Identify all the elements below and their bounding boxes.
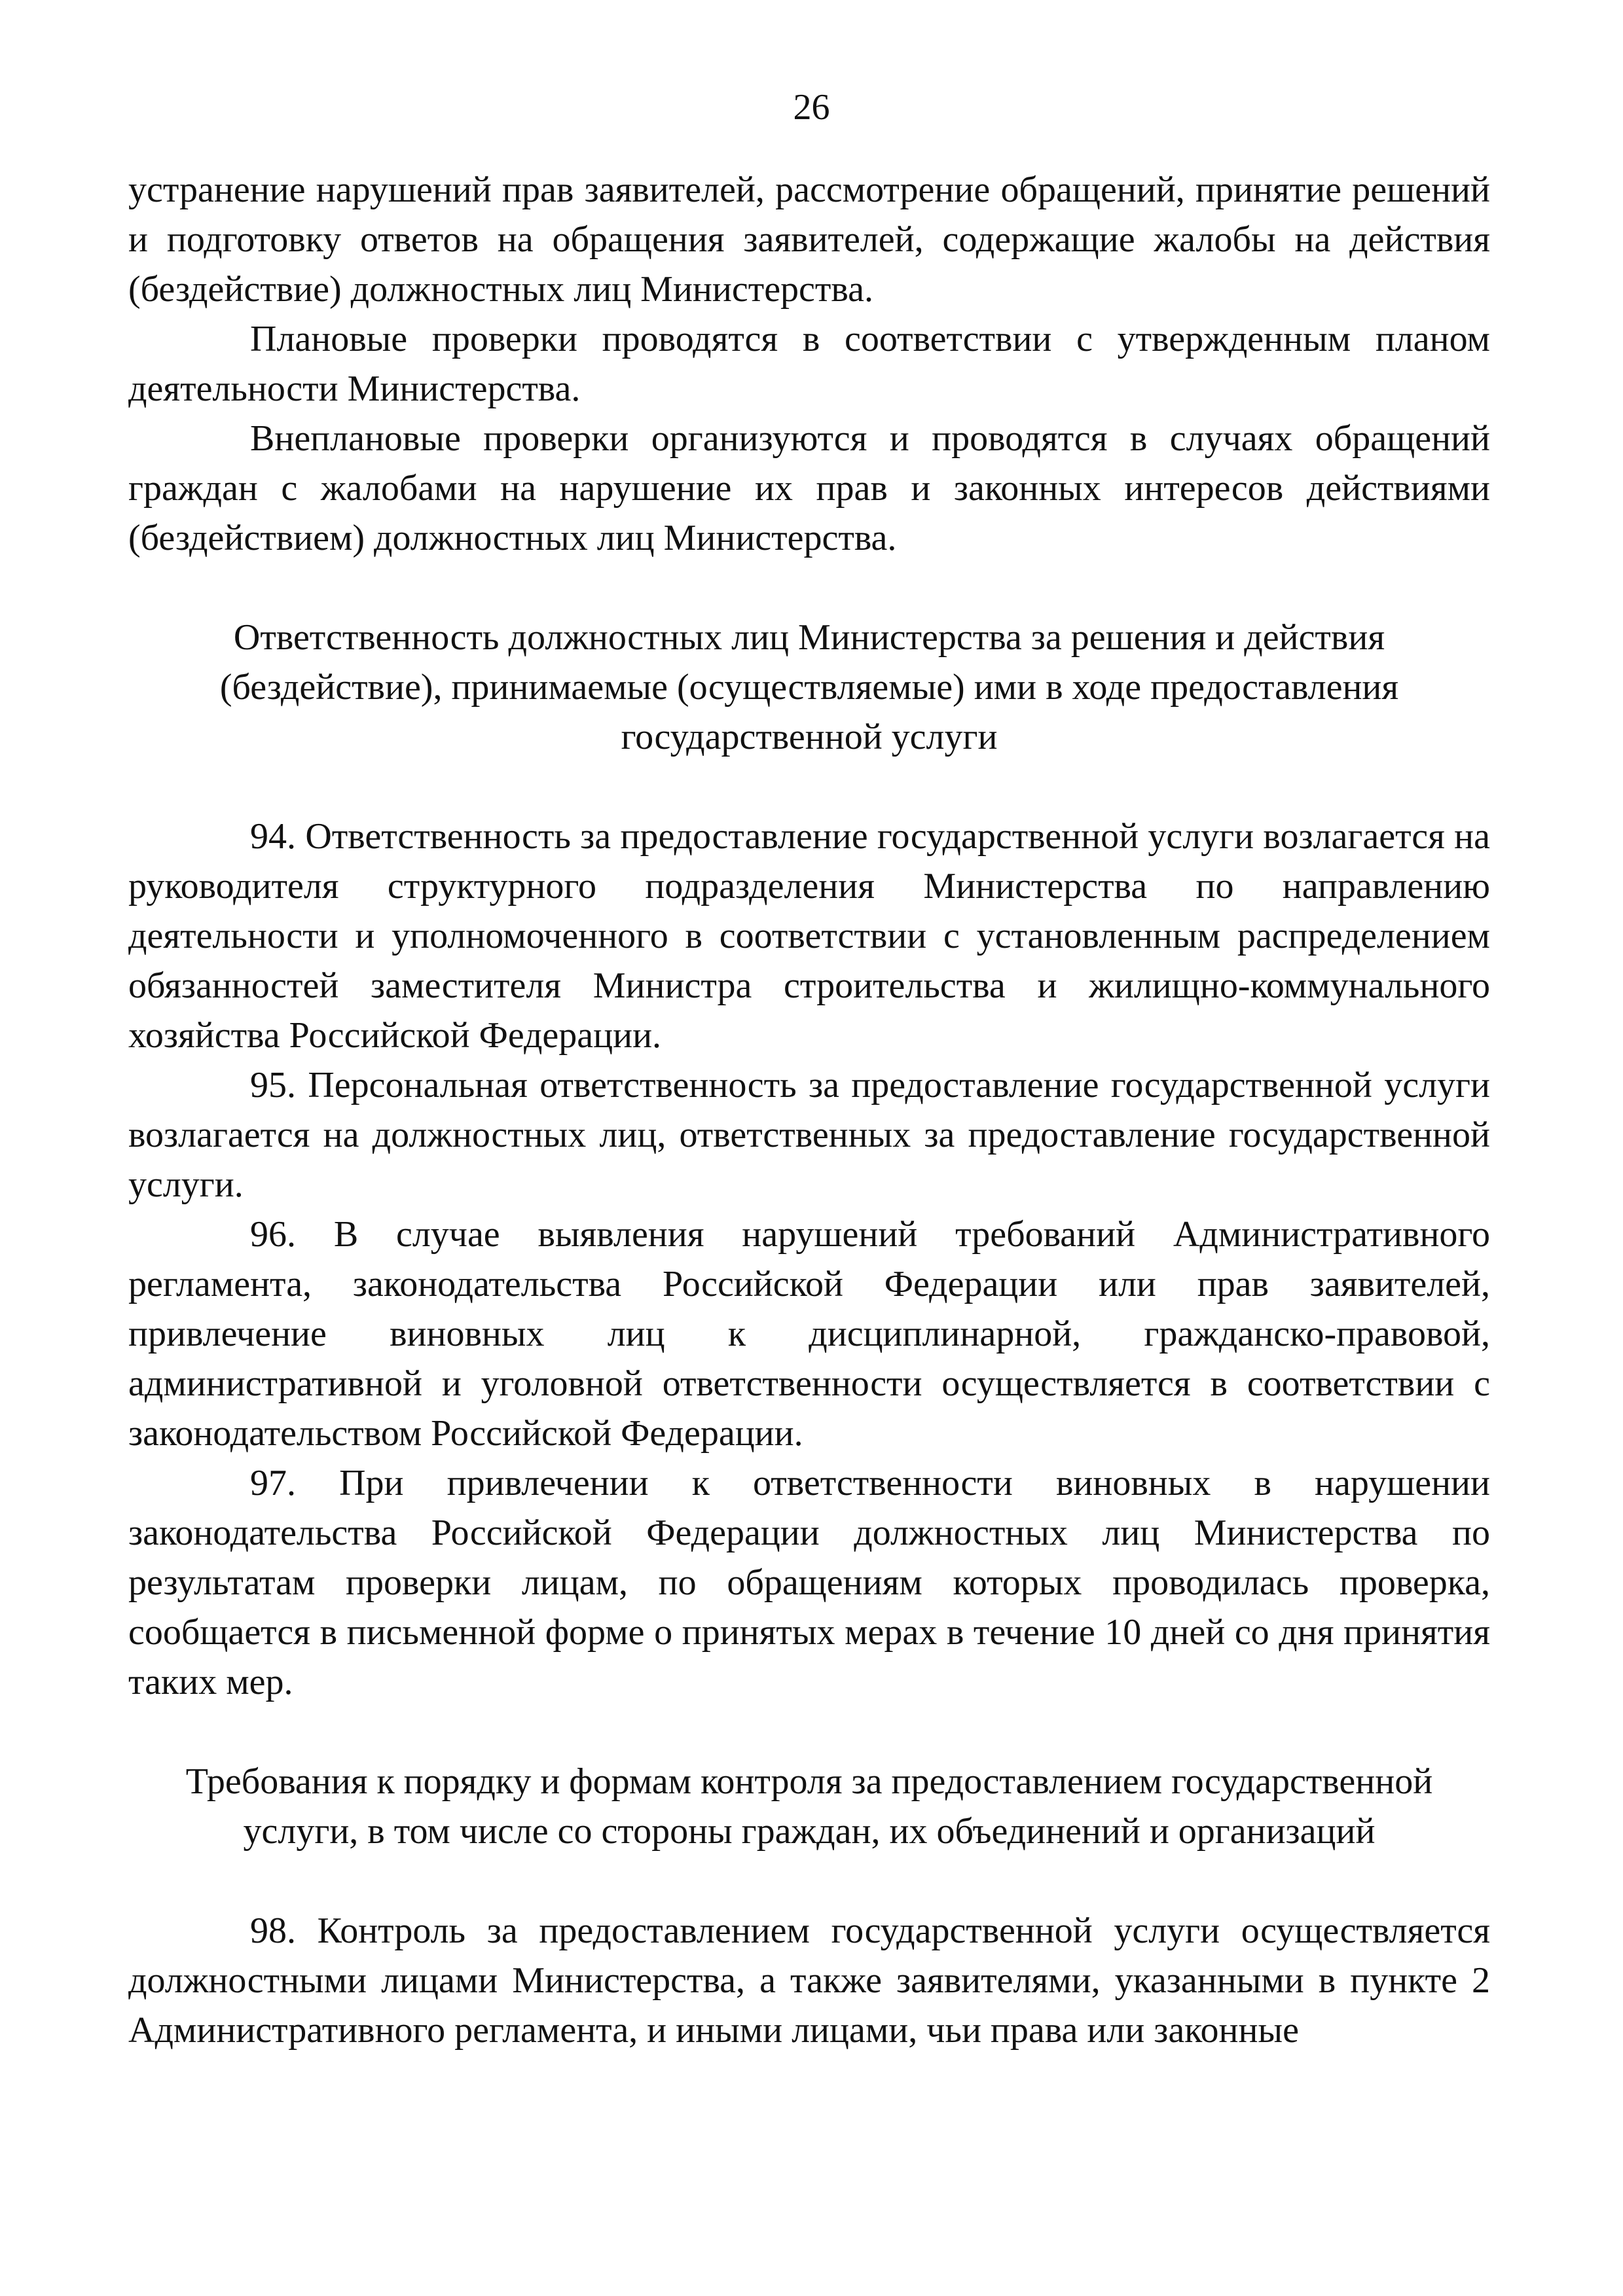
section-heading-control-requirements: Требования к порядку и формам контроля за предоставлением государственной услуги, в том числе со стороны граждан, их объединений и организаций	[185, 1761, 1433, 1852]
document-body	[128, 165, 1490, 2055]
paragraph-95: 95. Персональная ответственность за предоставление государственной услуги возлагается на должностных лиц, ответственных за предоставление государственной услуги.	[128, 1065, 1490, 1205]
paragraph-98: 98. Контроль за предоставлением государственной услуги осуществляется должностными лицами Министерства, а также заявителями, указанными в пункте 2 Административного регламента, и иными лицами, чьи права или законные	[128, 1910, 1490, 2051]
section-heading-responsibility: Ответственность должностных лиц Министерства за решения и действия (бездействие), принимаемые (осуществляемые) ими в ходе предоставления государственной услуги	[219, 617, 1399, 757]
paragraph-planned-inspections: Плановые проверки проводятся в соответствии с утвержденным планом деятельности Министерства.	[128, 319, 1490, 409]
paragraph-continuation: устранение нарушений прав заявителей, рассмотрение обращений, принятие решений и подготовку ответов на обращения заявителей, содержащие жалобы на действия (бездействие) должностных лиц Министерства.	[128, 170, 1490, 310]
paragraph-97: 97. При привлечении к ответственности виновных в нарушении законодательства Российской Федерации должностных лиц Министерства по результатам проверки лицам, по обращениям которых проводилась проверка, сообщается в письменной форме о принятых мерах в течение 10 дней со дня принятия таких мер.	[128, 1463, 1490, 1702]
paragraph-unscheduled-inspections: Внеплановые проверки организуются и проводятся в случаях обращений граждан с жалобами на нарушение их прав и законных интересов действиями (бездействием) должностных лиц Министерства.	[128, 418, 1490, 558]
page-number: 26	[793, 87, 830, 128]
paragraph-94: 94. Ответственность за предоставление государственной услуги возлагается на руководителя структурного подразделения Министерства по направлению деятельности и уполномоченного в соответствии с установленным распределением обязанностей заместителя Министра строительства и жилищно-коммунального хозяйства Российской Федерации.	[128, 816, 1490, 1056]
paragraph-96: 96. В случае выявления нарушений требований Административного регламента, законодательства Российской Федерации или прав заявителей, привлечение виновных лиц к дисциплинарной, гражданско-правовой, административной и уголовной ответственности осуществляется в соответствии с законодательством Российской Федерации.	[128, 1214, 1490, 1454]
